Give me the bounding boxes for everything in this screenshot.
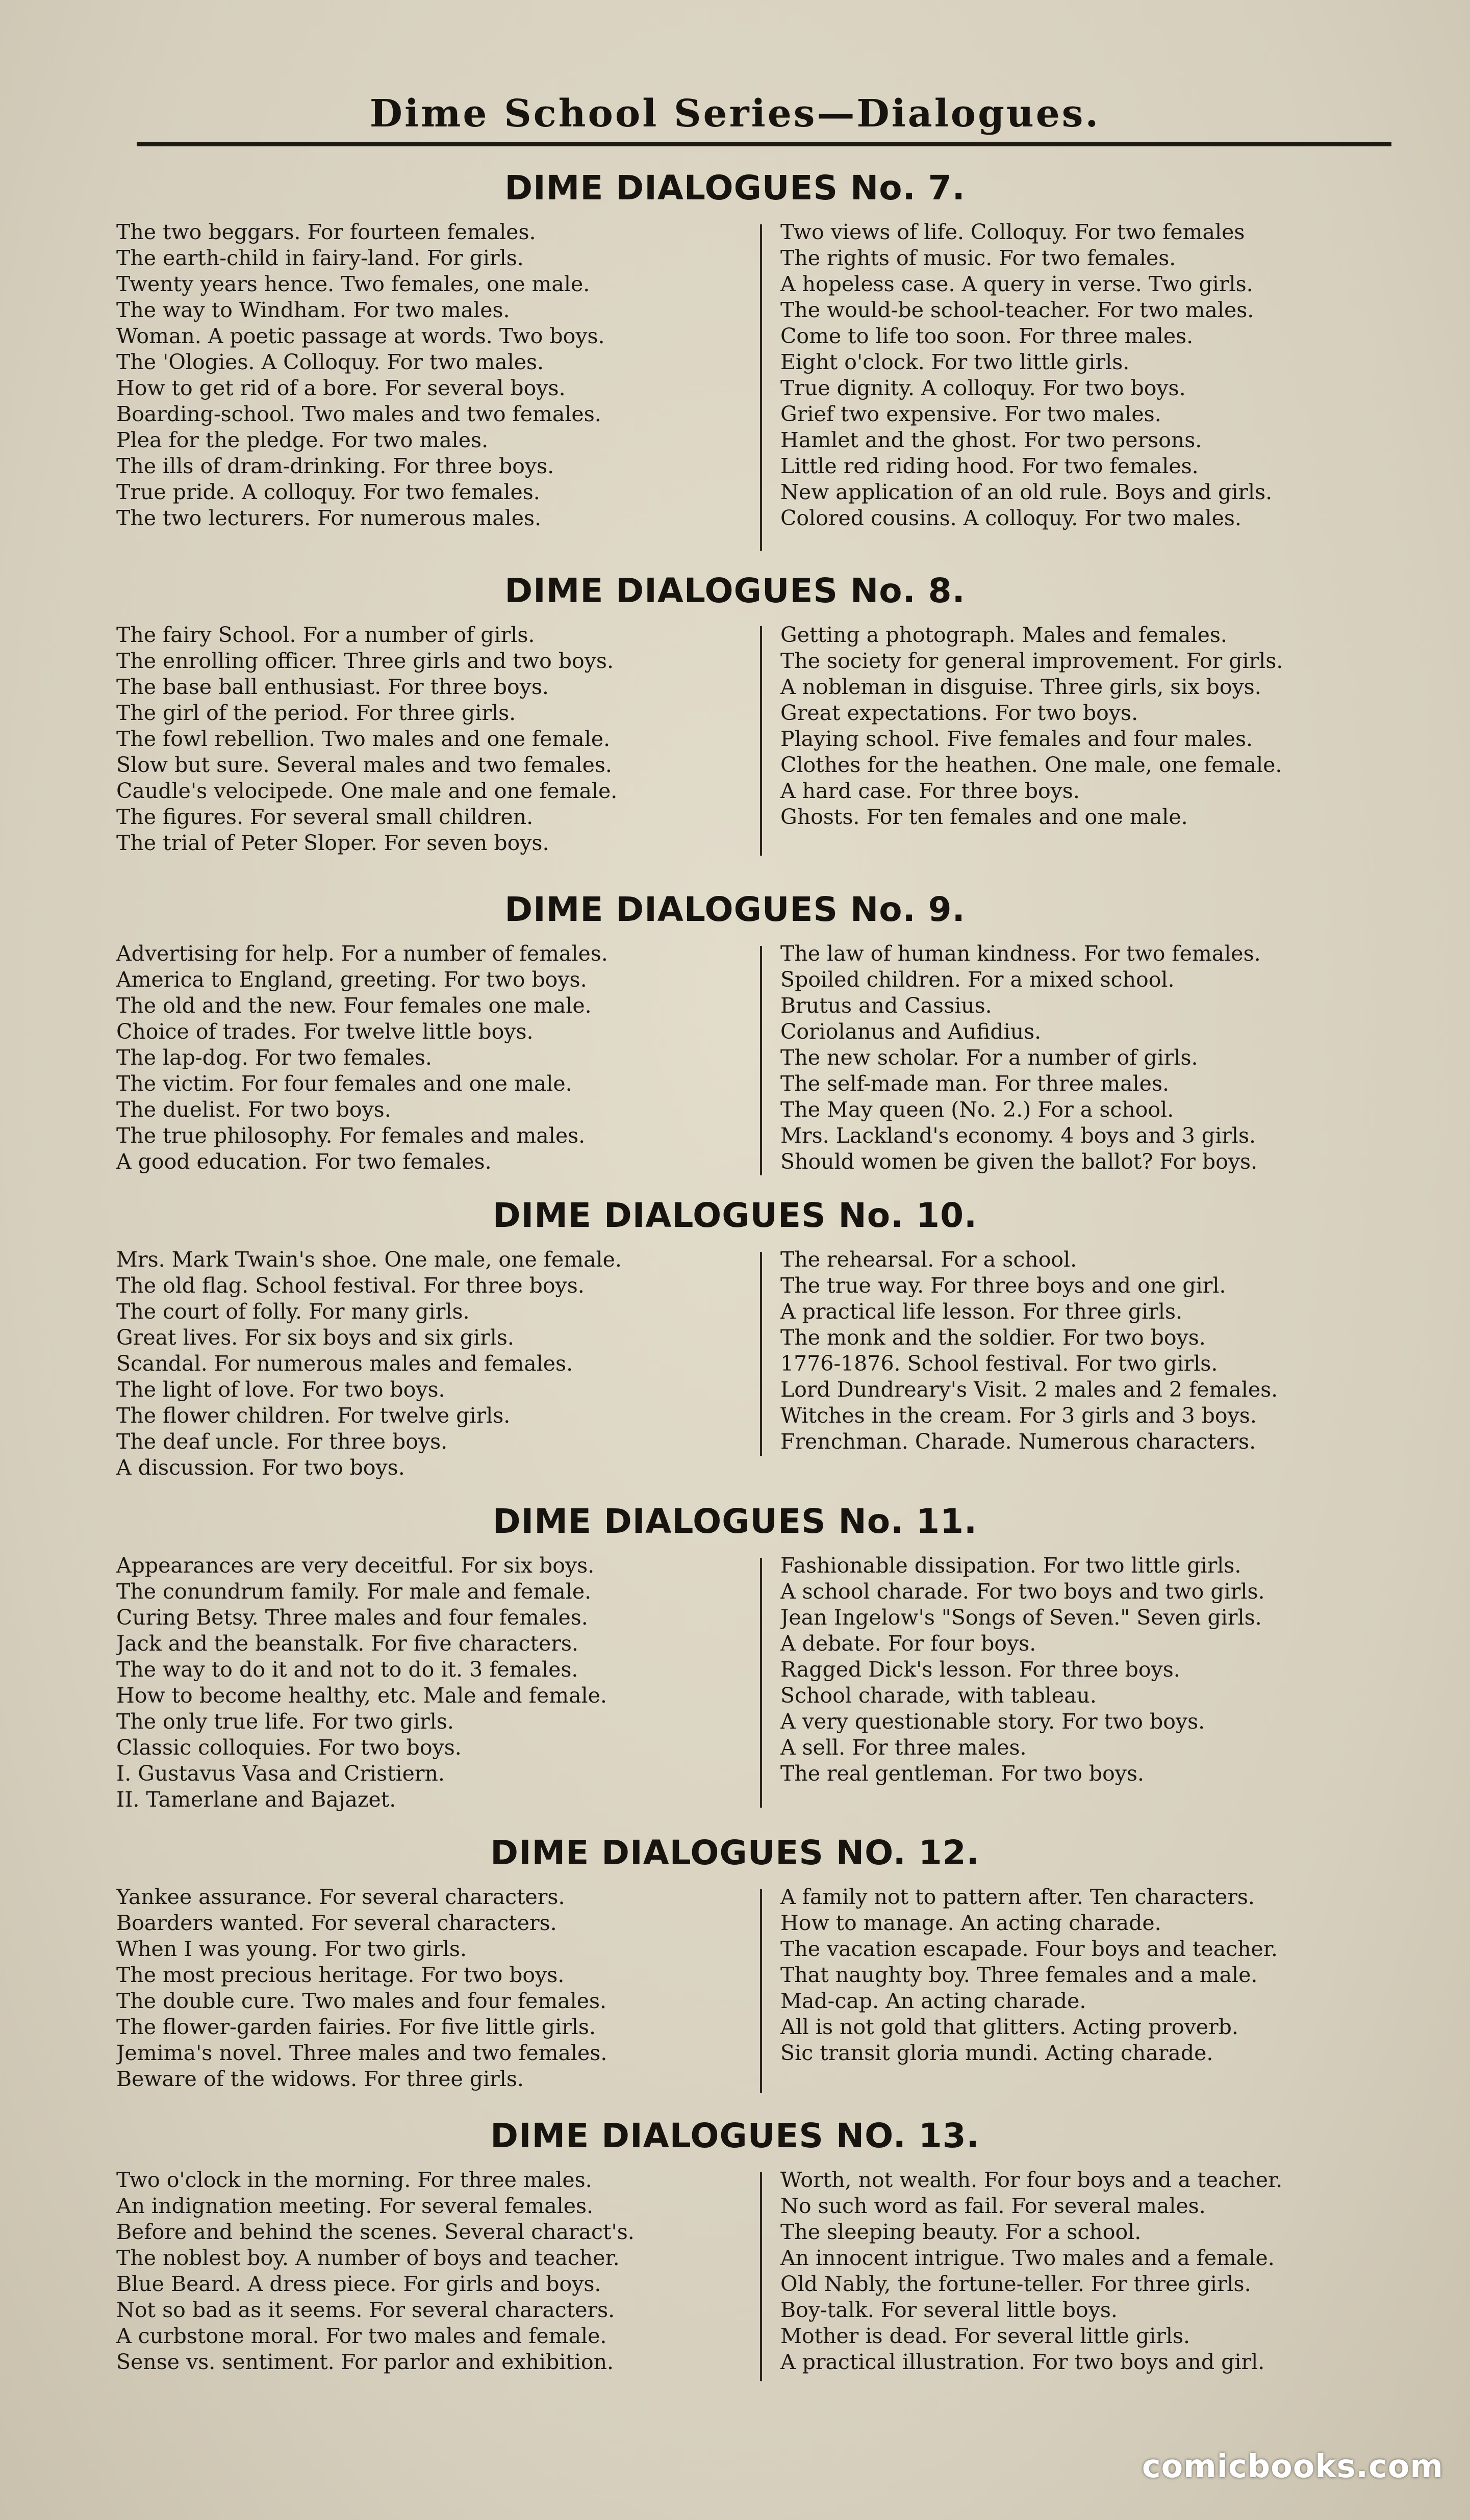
dialogue-entry: How to become healthy, etc. Male and female. <box>116 1683 607 1708</box>
dialogue-entry: Ragged Dick's lesson. For three boys. <box>780 1657 1180 1682</box>
dialogue-entry: The May queen (No. 2.) For a school. <box>780 1097 1174 1122</box>
dialogue-entry: The rights of music. For two females. <box>780 246 1176 270</box>
dialogue-entry: Hamlet and the ghost. For two persons. <box>780 428 1202 452</box>
dialogue-entry: Choice of trades. For twelve little boys. <box>116 1019 534 1044</box>
dialogue-entry: A family not to pattern after. Ten characters. <box>780 1885 1255 1909</box>
dialogue-entry: The two lecturers. For numerous males. <box>116 506 542 530</box>
dialogue-entry: The two beggars. For fourteen females. <box>116 220 536 244</box>
dialogue-entry: A practical illustration. For two boys and girl. <box>780 2350 1265 2374</box>
dialogue-entry: A nobleman in disguise. Three girls, six boys. <box>780 675 1261 699</box>
dialogue-entry: The court of folly. For many girls. <box>116 1299 470 1324</box>
dialogue-entry: The base ball enthusiast. For three boys. <box>116 675 549 699</box>
dialogue-entry: Appearances are very deceitful. For six boys. <box>116 1553 595 1578</box>
dialogue-entry: Witches in the cream. For 3 girls and 3 boys. <box>780 1403 1257 1428</box>
dialogue-entry: The noblest boy. A number of boys and teacher. <box>116 2246 620 2270</box>
column-divider <box>760 2172 762 2381</box>
dialogue-entry: The true way. For three boys and one girl. <box>780 1273 1226 1298</box>
dialogue-entry: Come to life too soon. For three males. <box>780 324 1194 348</box>
page-header: Dime School Series—Dialogues. <box>369 92 1101 136</box>
section-title: DIME DIALOGUES No. 9. <box>504 890 966 929</box>
dialogue-entry: The only true life. For two girls. <box>116 1709 454 1734</box>
dialogue-entry: The society for general improvement. For girls. <box>780 649 1283 673</box>
dialogue-entry: The vacation escapade. Four boys and teacher. <box>780 1937 1278 1961</box>
dialogue-entry: Sense vs. sentiment. For parlor and exhibition. <box>116 2350 614 2374</box>
dialogue-entry: Scandal. For numerous males and females. <box>116 1351 573 1376</box>
dialogue-entry: The monk and the soldier. For two boys. <box>780 1325 1206 1350</box>
dialogue-list-left <box>116 622 749 856</box>
dialogue-entry: Great expectations. For two boys. <box>780 701 1138 725</box>
dialogue-entry: Mad-cap. An acting charade. <box>780 1989 1086 2013</box>
dialogue-entry: The enrolling officer. Three girls and two boys. <box>116 649 614 673</box>
column-divider <box>760 224 762 551</box>
dialogue-entry: Beware of the widows. For three girls. <box>116 2067 524 2091</box>
dialogue-entry: The victim. For four females and one male. <box>116 1071 572 1096</box>
dialogue-entry: Blue Beard. A dress piece. For girls and boys. <box>116 2272 601 2296</box>
dialogue-entry: Two o'clock in the morning. For three males. <box>116 2168 592 2192</box>
header-rule <box>137 142 1391 146</box>
dialogue-list-right <box>780 1247 1413 1455</box>
dialogue-entry: An indignation meeting. For several females. <box>116 2194 594 2218</box>
section-title: DIME DIALOGUES NO. 13. <box>490 2116 980 2155</box>
dialogue-entry: A hopeless case. A query in verse. Two girls. <box>780 272 1253 296</box>
dialogue-entry: A very questionable story. For two boys. <box>780 1709 1205 1734</box>
dialogue-entry: Little red riding hood. For two females. <box>780 454 1199 478</box>
dialogue-entry: The flower-garden fairies. For five little girls. <box>116 2015 596 2039</box>
column-divider <box>760 1889 762 2093</box>
dialogue-entry: A discussion. For two boys. <box>116 1455 405 1480</box>
dialogue-entry: Caudle's velocipede. One male and one female. <box>116 779 618 803</box>
dialogue-entry: Sic transit gloria mundi. Acting charade. <box>780 2041 1213 2065</box>
dialogue-entry: The 'Ologies. A Colloquy. For two males. <box>116 350 544 374</box>
dialogue-entry: Lord Dundreary's Visit. 2 males and 2 females. <box>780 1377 1278 1402</box>
dialogue-entry: The conundrum family. For male and female. <box>116 1579 592 1604</box>
dialogue-entry: The old flag. School festival. For three boys. <box>116 1273 585 1298</box>
dialogue-entry: Getting a photograph. Males and females. <box>780 623 1227 647</box>
dialogue-entry: A hard case. For three boys. <box>780 779 1080 803</box>
dialogue-entry: Playing school. Five females and four males. <box>780 727 1253 751</box>
dialogue-entry: Mrs. Mark Twain's shoe. One male, one female. <box>116 1247 622 1272</box>
dialogue-entry: Great lives. For six boys and six girls. <box>116 1325 514 1350</box>
column-divider <box>760 1252 762 1456</box>
dialogue-entry: Advertising for help. For a number of females. <box>116 941 608 966</box>
dialogue-entry: True dignity. A colloquy. For two boys. <box>780 376 1186 400</box>
section-title: DIME DIALOGUES No. 8. <box>504 571 966 610</box>
dialogue-entry: How to get rid of a bore. For several boys. <box>116 376 566 400</box>
dialogue-entry: I. Gustavus Vasa and Cristiern. <box>116 1761 445 1786</box>
dialogue-entry: When I was young. For two girls. <box>116 1937 467 1961</box>
dialogue-entry: The most precious heritage. For two boys. <box>116 1963 565 1987</box>
dialogue-entry: Ghosts. For ten females and one male. <box>780 805 1188 829</box>
dialogue-list-right <box>780 1884 1413 2066</box>
dialogue-entry: The rehearsal. For a school. <box>780 1247 1077 1272</box>
dialogue-entry: Fashionable dissipation. For two little girls. <box>780 1553 1241 1578</box>
dialogue-list-right <box>780 219 1413 531</box>
dialogue-entry: A school charade. For two boys and two girls. <box>780 1579 1265 1604</box>
dialogue-entry: A sell. For three males. <box>780 1735 1027 1760</box>
dialogue-entry: No such word as fail. For several males. <box>780 2194 1206 2218</box>
dialogue-entry: Colored cousins. A colloquy. For two males. <box>780 506 1241 530</box>
dialogue-entry: Twenty years hence. Two females, one male. <box>116 272 590 296</box>
dialogue-entry: Clothes for the heathen. One male, one female. <box>780 753 1282 777</box>
dialogue-entry: A practical life lesson. For three girls. <box>780 1299 1183 1324</box>
dialogue-entry: Spoiled children. For a mixed school. <box>780 967 1175 992</box>
dialogue-entry: Should women be given the ballot? For boys. <box>780 1149 1258 1174</box>
dialogue-entry: The law of human kindness. For two females. <box>780 941 1261 966</box>
dialogue-entry: Before and behind the scenes. Several charact's. <box>116 2220 635 2244</box>
dialogue-entry: The ills of dram-drinking. For three boys. <box>116 454 554 478</box>
dialogue-entry: Eight o'clock. For two little girls. <box>780 350 1130 374</box>
dialogue-entry: Jack and the beanstalk. For five characters. <box>116 1631 578 1656</box>
dialogue-entry: The way to Windham. For two males. <box>116 298 510 322</box>
dialogue-list-left <box>116 1247 749 1481</box>
dialogue-entry: The new scholar. For a number of girls. <box>780 1045 1198 1070</box>
column-divider <box>760 946 762 1175</box>
column-divider <box>760 626 762 856</box>
dialogue-entry: The real gentleman. For two boys. <box>780 1761 1145 1786</box>
dialogue-entry: True pride. A colloquy. For two females. <box>116 480 540 504</box>
section-title: DIME DIALOGUES No. 10. <box>492 1196 978 1235</box>
dialogue-entry: The trial of Peter Sloper. For seven boys. <box>116 831 549 855</box>
dialogue-entry: 1776-1876. School festival. For two girls. <box>780 1351 1218 1376</box>
dialogue-entry: Slow but sure. Several males and two females. <box>116 753 612 777</box>
watermark: comicbooks.com <box>1142 2448 1443 2485</box>
dialogue-entry: Mrs. Lackland's economy. 4 boys and 3 girls. <box>780 1123 1256 1148</box>
dialogue-entry: The true philosophy. For females and males. <box>116 1123 586 1148</box>
dialogue-entry: School charade, with tableau. <box>780 1683 1097 1708</box>
dialogue-entry: Two views of life. Colloquy. For two females <box>780 220 1245 244</box>
dialogue-entry: Yankee assurance. For several characters. <box>116 1885 565 1909</box>
dialogue-entry: Boarding-school. Two males and two females. <box>116 402 601 426</box>
dialogue-entry: The lap-dog. For two females. <box>116 1045 432 1070</box>
dialogue-entry: Worth, not wealth. For four boys and a teacher. <box>780 2168 1283 2192</box>
dialogue-entry: The way to do it and not to do it. 3 females. <box>116 1657 578 1682</box>
dialogue-list-left <box>116 941 749 1175</box>
dialogue-entry: The earth-child in fairy-land. For girls. <box>116 246 524 270</box>
dialogue-entry: The fairy School. For a number of girls. <box>116 623 535 647</box>
dialogue-entry: Mother is dead. For several little girls. <box>780 2324 1190 2348</box>
dialogue-entry: The old and the new. Four females one male. <box>116 993 592 1018</box>
dialogue-entry: Not so bad as it seems. For several characters. <box>116 2298 615 2322</box>
dialogue-entry: Jemima's novel. Three males and two females. <box>116 2041 607 2065</box>
dialogue-entry: Boarders wanted. For several characters. <box>116 1911 557 1935</box>
dialogue-entry: The duelist. For two boys. <box>116 1097 391 1122</box>
dialogue-list-left <box>116 2167 749 2375</box>
dialogue-entry: America to England, greeting. For two boys. <box>116 967 587 992</box>
dialogue-entry: That naughty boy. Three females and a male. <box>780 1963 1258 1987</box>
dialogue-entry: Frenchman. Charade. Numerous characters. <box>780 1429 1256 1454</box>
dialogue-entry: Jean Ingelow's "Songs of Seven." Seven girls. <box>780 1605 1262 1630</box>
dialogue-entry: II. Tamerlane and Bajazet. <box>116 1787 396 1812</box>
dialogue-list-right <box>780 622 1413 830</box>
dialogue-list-right <box>780 1553 1413 1787</box>
dialogue-entry: The deaf uncle. For three boys. <box>116 1429 448 1454</box>
dialogue-entry: Brutus and Cassius. <box>780 993 992 1018</box>
column-divider <box>760 1558 762 1808</box>
dialogue-entry: The would-be school-teacher. For two males. <box>780 298 1254 322</box>
dialogue-list-left <box>116 1553 749 1813</box>
dialogue-entry: The sleeping beauty. For a school. <box>780 2220 1142 2244</box>
dialogue-list-left <box>116 1884 749 2092</box>
section-title: DIME DIALOGUES NO. 12. <box>490 1833 980 1872</box>
dialogue-entry: Boy-talk. For several little boys. <box>780 2298 1118 2322</box>
dialogue-entry: Classic colloquies. For two boys. <box>116 1735 462 1760</box>
dialogue-entry: The fowl rebellion. Two males and one female. <box>116 727 611 751</box>
dialogue-entry: A good education. For two females. <box>116 1149 492 1174</box>
dialogue-entry: A debate. For four boys. <box>780 1631 1036 1656</box>
dialogue-entry: The light of love. For two boys. <box>116 1377 445 1402</box>
dialogue-list-left <box>116 219 749 531</box>
dialogue-entry: The flower children. For twelve girls. <box>116 1403 511 1428</box>
dialogue-entry: Woman. A poetic passage at words. Two boys. <box>116 324 605 348</box>
dialogue-entry: The figures. For several small children. <box>116 805 534 829</box>
section-title: DIME DIALOGUES No. 7. <box>504 168 966 208</box>
dialogue-entry: Curing Betsy. Three males and four females. <box>116 1605 588 1630</box>
dialogue-list-right <box>780 941 1413 1175</box>
dialogue-entry: The girl of the period. For three girls. <box>116 701 516 725</box>
dialogue-list-right <box>780 2167 1413 2375</box>
dialogue-entry: A curbstone moral. For two males and female. <box>116 2324 607 2348</box>
dialogue-entry: New application of an old rule. Boys and girls. <box>780 480 1273 504</box>
dialogue-entry: All is not gold that glitters. Acting proverb. <box>780 2015 1238 2039</box>
dialogue-entry: Grief two expensive. For two males. <box>780 402 1161 426</box>
dialogue-entry: Old Nably, the fortune-teller. For three girls. <box>780 2272 1251 2296</box>
dialogue-entry: How to manage. An acting charade. <box>780 1911 1161 1935</box>
dialogue-entry: An innocent intrigue. Two males and a female. <box>780 2246 1275 2270</box>
section-title: DIME DIALOGUES No. 11. <box>492 1502 978 1541</box>
dialogue-entry: Coriolanus and Aufidius. <box>780 1019 1042 1044</box>
dialogue-entry: The self-made man. For three males. <box>780 1071 1170 1096</box>
dialogue-entry: The double cure. Two males and four females. <box>116 1989 607 2013</box>
dialogue-entry: Plea for the pledge. For two males. <box>116 428 489 452</box>
